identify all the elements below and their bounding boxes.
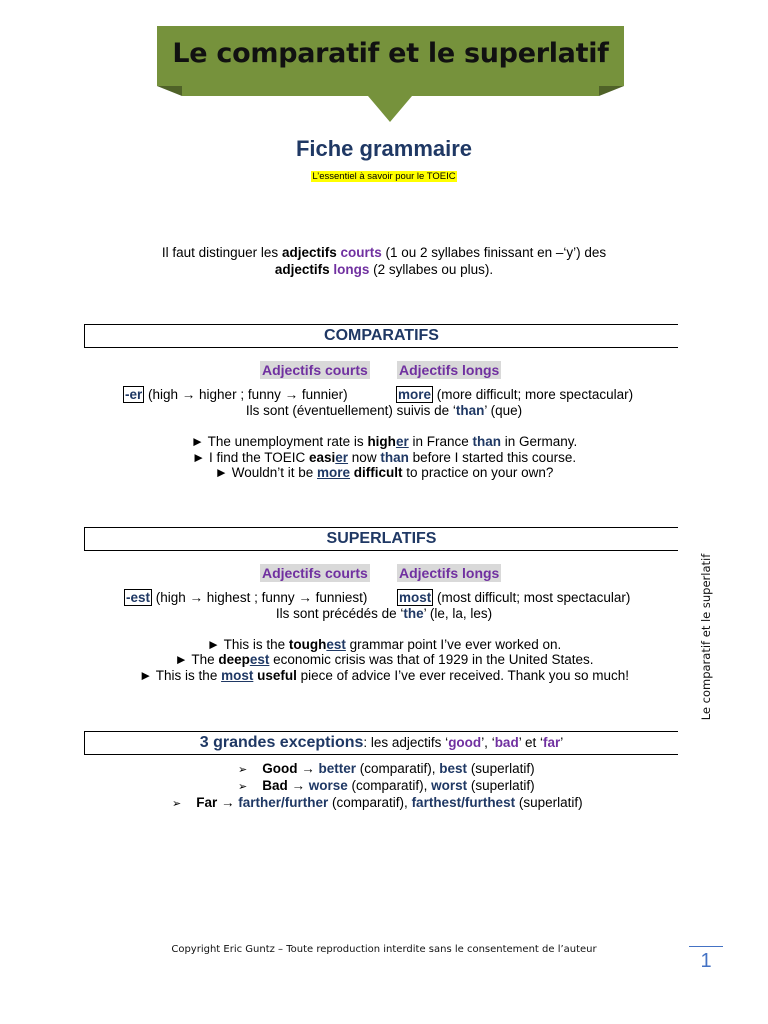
arrow-bullet-icon: ➢: [238, 764, 248, 776]
text: (superlatif): [515, 795, 583, 810]
text: useful: [257, 668, 297, 683]
comparatifs-example-2: [0, 450, 768, 465]
document-title: Le comparatif et le superlatif: [172, 38, 609, 69]
suffix-highlight: est: [326, 637, 346, 652]
text: ’: [560, 735, 564, 750]
subtitle: Fiche grammaire: [295, 136, 473, 161]
intro-text: (2 syllabes ou plus).: [369, 262, 494, 277]
text: ’ (le, la, les): [423, 606, 493, 621]
intro-adjectifs: adjectifs: [274, 262, 330, 277]
superlatifs-heading: SUPERLATIFS: [84, 527, 678, 551]
text: difficult: [353, 465, 403, 480]
tag-label: Adjectifs longs: [399, 565, 500, 581]
exceptions-title: 3 grandes exceptions: [199, 734, 364, 751]
word-bad: bad: [494, 735, 519, 750]
text: Ils sont (éventuellement) suivis de ‘: [245, 403, 456, 418]
text: high: [367, 434, 396, 449]
intro-line-1: [0, 245, 768, 260]
text: : les adjectifs ‘: [363, 735, 449, 750]
comparatifs-tag-longs: [397, 362, 501, 380]
word-more: more: [317, 465, 351, 480]
tag-label: Adjectifs longs: [399, 362, 500, 378]
superlatifs-rule-longs: [397, 590, 630, 605]
text: ’ (que): [484, 403, 523, 418]
intro-adjectifs: adjectifs: [281, 245, 337, 260]
text: →: [297, 761, 319, 776]
intro-text: (1 ou 2 syllabes finissant en –‘y’) des: [381, 245, 607, 260]
text: ’ et ‘: [518, 735, 543, 750]
superlative-form: farthest/furthest: [411, 795, 516, 810]
word-than: than: [455, 403, 485, 418]
text: Good: [262, 761, 298, 776]
comparative-form: farther/further: [238, 795, 329, 810]
intro-longs: longs: [333, 262, 370, 277]
copyright-footer: Copyright Eric Guntz – Toute reproduction interdite sans le consentement de l’auteur: [171, 944, 597, 955]
rule-example: (high → higher ; funny → funnier): [144, 387, 348, 402]
superlatifs-tag-longs: [397, 565, 501, 583]
superlatifs-example-1: [0, 637, 768, 652]
text: Ils sont précédés de ‘: [275, 606, 404, 621]
title-banner: [157, 26, 624, 122]
text: economic crisis was that of 1929 in the United States.: [269, 652, 594, 667]
text: (superlatif): [467, 761, 535, 776]
superlatifs-follow: [0, 606, 768, 621]
rule-example: (more difficult; more spectacular): [433, 387, 634, 402]
comparative-form: worse: [308, 778, 348, 793]
word-than: than: [380, 450, 409, 465]
text: deep: [218, 652, 250, 667]
text: ► The: [174, 652, 219, 667]
word-most: most: [399, 590, 432, 605]
rule-example: (high → highest ; funny → funniest): [152, 590, 368, 605]
superlatifs-rule-courts: [124, 590, 367, 605]
text: piece of advice I’ve ever received. Thank you so much!: [296, 668, 630, 683]
suffix-er: -er: [125, 387, 143, 402]
page-number-rule: [689, 946, 723, 947]
page-number: 1: [700, 950, 712, 972]
text: now: [348, 450, 381, 465]
comparatifs-example-1: [0, 434, 768, 449]
word-far: far: [542, 735, 561, 750]
comparatifs-example-3: [0, 465, 768, 480]
exception-item: [238, 778, 535, 793]
text: (comparatif),: [356, 761, 440, 776]
text: grammar point I’ve ever worked on.: [345, 637, 562, 652]
text: →: [287, 778, 309, 793]
text: (comparatif),: [328, 795, 412, 810]
exceptions-heading: [84, 731, 678, 755]
suffix-highlight: er: [335, 450, 349, 465]
text: ► Wouldn’t it be: [214, 465, 318, 480]
text: tough: [288, 637, 327, 652]
superlatifs-example-3: [0, 668, 768, 683]
comparatifs-tag-courts: [260, 362, 370, 380]
word-than: than: [472, 434, 501, 449]
text: ► This is the: [138, 668, 222, 683]
tag-label: Adjectifs courts: [262, 565, 368, 581]
text: Far: [196, 795, 218, 810]
suffix-highlight: er: [395, 434, 409, 449]
text: →: [217, 795, 239, 810]
tagline-highlight: L’essentiel à savoir pour le TOEIC: [312, 171, 456, 182]
suffix-est: -est: [126, 590, 151, 605]
tagline: [0, 171, 768, 182]
text: Bad: [262, 778, 288, 793]
exception-item: [238, 761, 535, 776]
arrow-bullet-icon: ➢: [238, 781, 248, 793]
comparative-form: better: [318, 761, 357, 776]
superlatifs-example-2: [0, 652, 768, 667]
comparatifs-rule-courts: [123, 387, 348, 402]
superlatifs-tag-courts: [260, 565, 370, 583]
word-most: most: [221, 668, 254, 683]
text: before I started this course.: [408, 450, 577, 465]
arrow-bullet-icon: ➢: [172, 798, 182, 810]
comparatifs-follow: [0, 403, 768, 418]
rule-example: (most difficult; most spectacular): [433, 590, 631, 605]
comparatifs-rule-longs: [396, 387, 633, 402]
comparatifs-heading: COMPARATIFS: [84, 324, 678, 348]
word-more: more: [398, 387, 432, 402]
suffix-highlight: est: [249, 652, 270, 667]
superlative-form: worst: [431, 778, 468, 793]
word-good: good: [448, 735, 482, 750]
text: ’, ‘: [481, 735, 495, 750]
intro-text: Il faut distinguer les: [161, 245, 282, 260]
intro-line-2: [0, 262, 768, 277]
text: to practice on your own?: [402, 465, 554, 480]
intro-courts: courts: [340, 245, 382, 260]
side-running-title: Le comparatif et le superlatif: [699, 553, 713, 721]
text: (superlatif): [467, 778, 535, 793]
tag-label: Adjectifs courts: [262, 362, 368, 378]
text: easi: [309, 450, 336, 465]
text: ► This is the: [206, 637, 289, 652]
text: ► The unemployment rate is: [190, 434, 368, 449]
superlative-form: best: [439, 761, 468, 776]
text: in Germany.: [500, 434, 578, 449]
exception-item: [172, 795, 583, 810]
text: in France: [408, 434, 473, 449]
text: ► I find the TOEIC: [191, 450, 309, 465]
text: (comparatif),: [347, 778, 432, 793]
word-the: the: [403, 606, 424, 621]
